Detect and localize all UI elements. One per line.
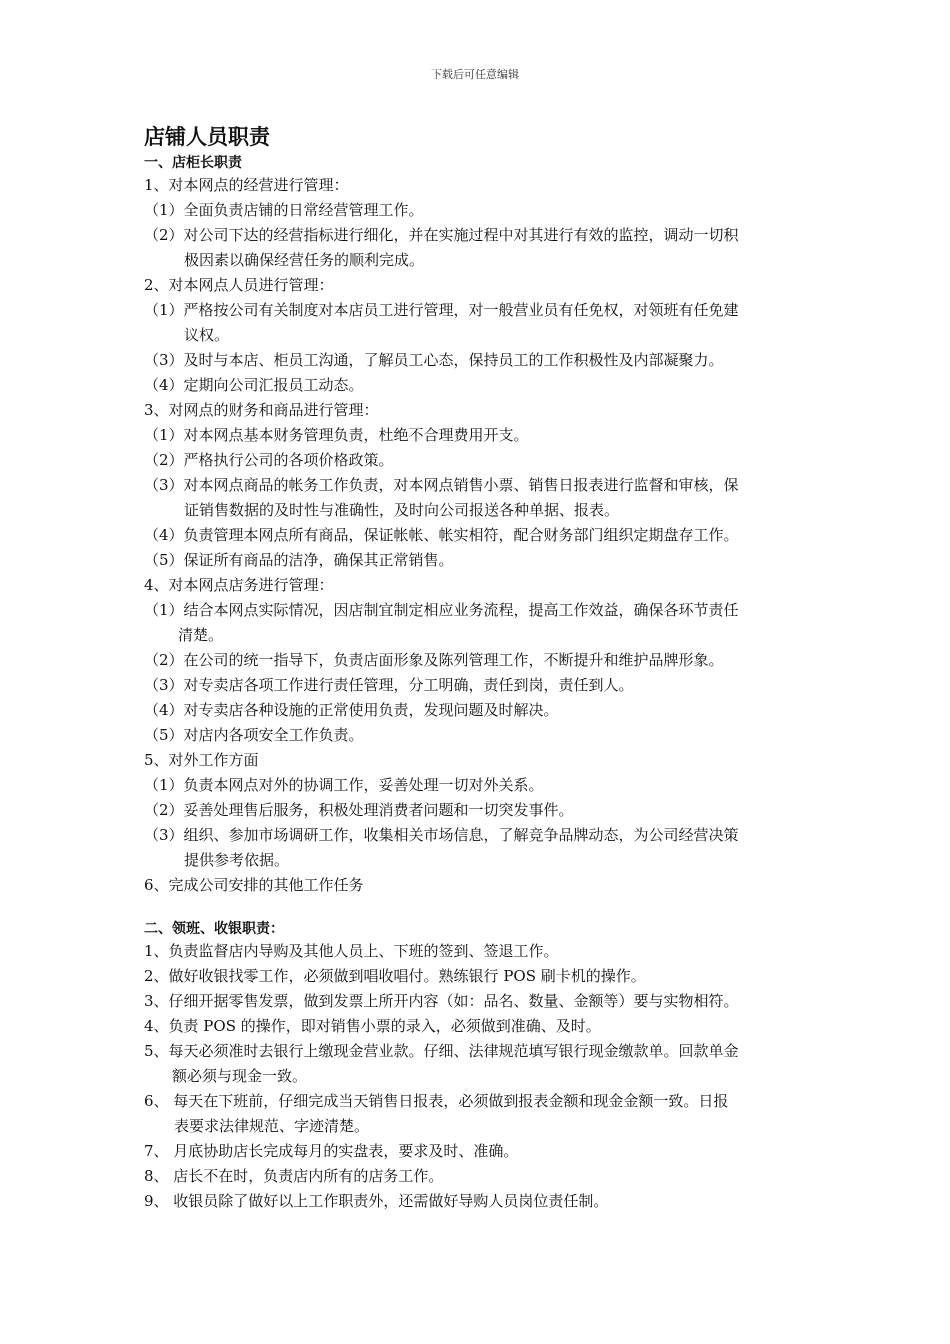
list-item-continuation: 清楚。 [178, 626, 224, 644]
list-item: 6、完成公司安排的其他工作任务 [144, 876, 364, 894]
list-item: （1）对本网点基本财务管理负责，杜绝不合理费用开支。 [144, 426, 529, 444]
list-item [144, 473, 814, 523]
list-item: （3）对专卖店各项工作进行责任管理，分工明确，责任到岗，责任到人。 [144, 676, 634, 694]
list-item [144, 823, 814, 873]
list-item: 3、对网点的财务和商品进行管理： [144, 401, 379, 419]
list-item: （5）对店内各项安全工作负责。 [144, 726, 364, 744]
list-item: 5、对外工作方面 [144, 751, 259, 769]
list-item: （1）全面负责店铺的日常经营管理工作。 [144, 201, 424, 219]
list-item: 2、对本网点人员进行管理： [144, 276, 334, 294]
section-list [144, 173, 814, 898]
list-item: 1、负责监督店内导购及其他人员上、下班的签到、签退工作。 [144, 942, 559, 960]
list-item [144, 1089, 814, 1139]
list-item: （2）妥善处理售后服务，积极处理消费者问题和一切突发事件。 [144, 801, 574, 819]
list-item [144, 598, 814, 648]
list-item: 4、负责 POS 的操作，即对销售小票的录入，必须做到准确、及时。 [144, 1017, 601, 1035]
list-item-text: （1）结合本网点实际情况，因店制宜制定相应业务流程，提高工作效益，确保各环节责任 [144, 601, 739, 619]
list-item: （4）定期向公司汇报员工动态。 [144, 376, 364, 394]
list-item: （4）对专卖店各种设施的正常使用负责，发现问题及时解决。 [144, 701, 559, 719]
list-item-continuation: 额必须与现金一致。 [172, 1067, 308, 1085]
list-item-text: （2）对公司下达的经营指标进行细化，并在实施过程中对其进行有效的监控，调动一切积 [144, 226, 739, 244]
list-item-text: 6、 每天在下班前，仔细完成当天销售日报表，必须做到报表金额和现金金额一致。日报 [144, 1092, 729, 1110]
list-item-continuation: 表要求法律规范、字迹清楚。 [174, 1117, 370, 1135]
list-item-text: （3）对本网点商品的帐务工作负责，对本网点销售小票、销售日报表进行监督和审核，保 [144, 476, 739, 494]
list-item: （4）负责管理本网点所有商品，保证帐帐、帐实相符，配合财务部门组织定期盘存工作。 [144, 526, 739, 544]
list-item: 4、对本网点店务进行管理： [144, 576, 334, 594]
list-item: 8、 店长不在时，负责店内所有的店务工作。 [144, 1167, 444, 1185]
list-item-continuation: 提供参考依据。 [184, 851, 290, 869]
section-list [144, 939, 814, 1214]
document-title: 店铺人员职责 [144, 125, 270, 149]
list-item [144, 1039, 814, 1089]
section-shop-manager [144, 154, 814, 898]
list-item-text: （1）严格按公司有关制度对本店员工进行管理，对一般营业员有任免权，对领班有任免建 [144, 301, 739, 319]
list-item-continuation: 议权。 [184, 326, 230, 344]
document-body [144, 120, 814, 1214]
list-item: 9、 收银员除了做好以上工作职责外，还需做好导购人员岗位责任制。 [144, 1192, 609, 1210]
list-item-text: 5、每天必须准时去银行上缴现金营业款。仔细、法律规范填写银行现金缴款单。回款单金 [144, 1042, 739, 1060]
section-heading: 二、领班、收银职责： [144, 921, 284, 937]
list-item-text: （3）组织、参加市场调研工作，收集相关市场信息，了解竞争品牌动态，为公司经营决策 [144, 826, 739, 844]
list-item: 7、 月底协助店长完成每月的实盘表，要求及时、准确。 [144, 1142, 519, 1160]
list-item: 2、做好收银找零工作，必须做到唱收唱付。熟练银行 POS 刷卡机的操作。 [144, 967, 646, 985]
list-item: （5）保证所有商品的洁净，确保其正常销售。 [144, 551, 454, 569]
list-item: （2）严格执行公司的各项价格政策。 [144, 451, 394, 469]
list-item-continuation: 证销售数据的及时性与准确性，及时向公司报送各种单据、报表。 [184, 501, 620, 519]
list-item: （2）在公司的统一指导下，负责店面形象及陈列管理工作，不断提升和维护品牌形象。 [144, 651, 724, 669]
section-heading: 一、店柜长职责 [144, 155, 242, 171]
list-item [144, 298, 814, 348]
list-item: （1）负责本网点对外的协调工作，妥善处理一切对外关系。 [144, 776, 544, 794]
list-item: 3、仔细开据零售发票，做到发票上所开内容（如：品名、数量、金额等）要与实物相符。 [144, 992, 739, 1010]
list-item [144, 223, 814, 273]
section-supervisor-cashier [144, 920, 814, 1214]
list-item: （3）及时与本店、柜员工沟通，了解员工心态，保持员工的工作积极性及内部凝聚力。 [144, 351, 724, 369]
list-item-continuation: 极因素以确保经营任务的顺利完成。 [184, 251, 425, 269]
page-header: 下载后可任意编辑 [431, 68, 519, 81]
list-item: 1、对本网点的经营进行管理： [144, 176, 349, 194]
